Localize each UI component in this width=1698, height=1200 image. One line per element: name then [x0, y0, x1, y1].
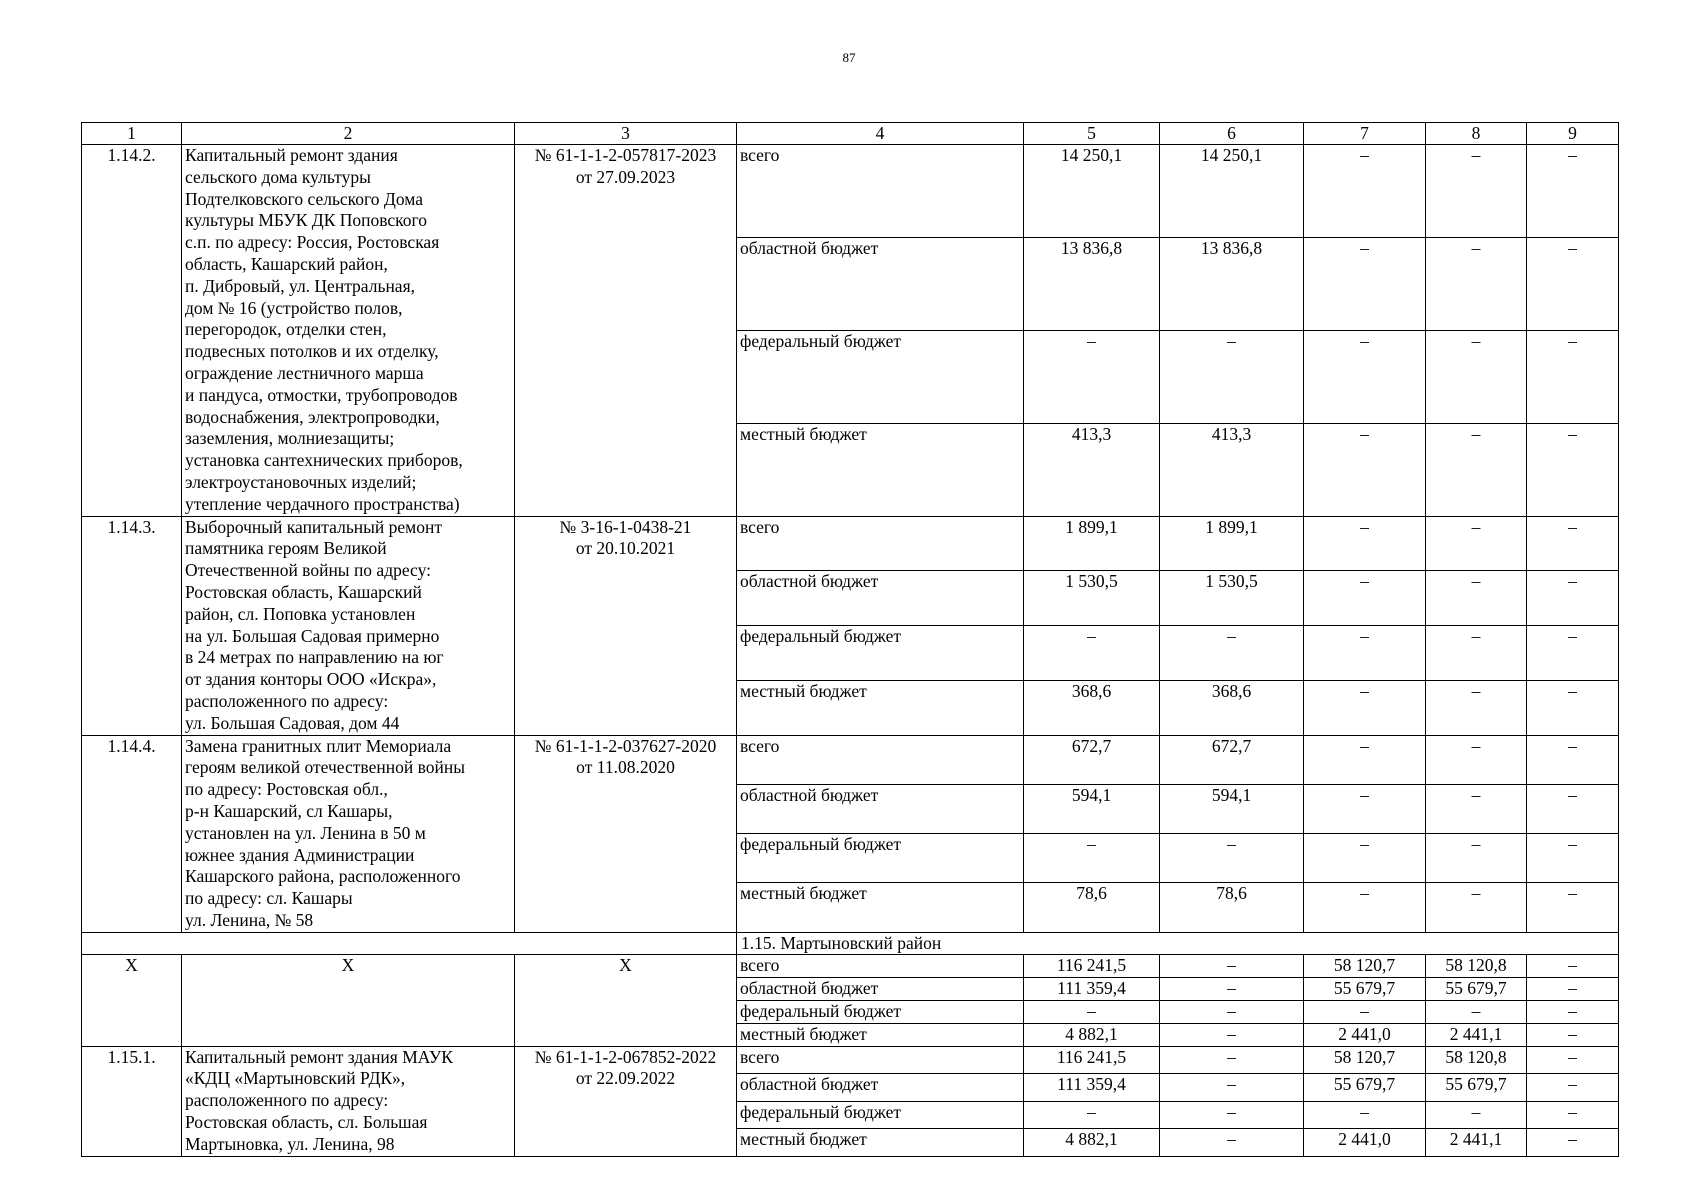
amount-cell: – — [1426, 1101, 1527, 1128]
object-name-line: сельского дома культуры — [185, 166, 371, 187]
amount-cell: 58 120,7 — [1304, 1046, 1426, 1073]
funding-source: областной бюджет — [737, 784, 1024, 833]
amount-cell: 2 441,1 — [1426, 1129, 1527, 1157]
section-row — [82, 932, 1619, 955]
object-name-line: Отечественной войны по адресу: — [185, 560, 431, 581]
amount-cell: – — [1024, 834, 1160, 883]
object-name-line: героям великой отечественной войны — [185, 757, 465, 778]
column-number-row — [82, 123, 1619, 145]
amount-cell: – — [1304, 735, 1426, 784]
object-name-line: расположенного по адресу: — [185, 690, 389, 711]
funding-source: всего — [737, 735, 1024, 784]
amount-cell: – — [1426, 516, 1527, 571]
object-name-line: перегородок, отделки стен, — [185, 319, 387, 340]
amount-cell: 4 882,1 — [1024, 1129, 1160, 1157]
document-ref-line: от 11.08.2020 — [576, 757, 675, 778]
amount-cell: – — [1304, 883, 1426, 932]
object-name — [182, 1046, 515, 1156]
document-ref-line: от 20.10.2021 — [575, 538, 676, 559]
object-name-line: в 24 метрах по направлению на юг — [185, 647, 444, 668]
column-number: 5 — [1024, 123, 1160, 145]
row-id: 1.14.2. — [82, 145, 182, 517]
amount-cell: – — [1527, 145, 1619, 238]
amount-cell: – — [1527, 571, 1619, 626]
amount-cell: 13 836,8 — [1160, 237, 1304, 330]
object-name: Х — [182, 955, 515, 1046]
amount-cell: – — [1304, 1101, 1426, 1128]
funding-source: областной бюджет — [737, 571, 1024, 626]
amount-cell: – — [1527, 626, 1619, 681]
amount-cell: – — [1160, 1101, 1304, 1128]
object-name-line: водоснабжения, электропроводки, — [185, 406, 440, 427]
amount-cell: 58 120,8 — [1426, 1046, 1527, 1073]
amount-cell: – — [1304, 784, 1426, 833]
amount-cell: 111 359,4 — [1024, 1074, 1160, 1101]
amount-cell: – — [1160, 1074, 1304, 1101]
funding-source: областной бюджет — [737, 237, 1024, 330]
row-id: 1.14.3. — [82, 516, 182, 735]
amount-cell: 413,3 — [1160, 423, 1304, 516]
object-name-line: памятника героям Великой — [185, 538, 387, 559]
amount-cell: – — [1426, 237, 1527, 330]
amount-cell: 78,6 — [1160, 883, 1304, 932]
amount-cell: 1 530,5 — [1024, 571, 1160, 626]
amount-cell: – — [1527, 883, 1619, 932]
funding-source: всего — [737, 1046, 1024, 1073]
amount-cell: – — [1426, 571, 1527, 626]
amount-cell: – — [1527, 516, 1619, 571]
column-number: 7 — [1304, 123, 1426, 145]
amount-cell: – — [1160, 330, 1304, 423]
amount-cell: 2 441,0 — [1304, 1129, 1426, 1157]
funding-source: местный бюджет — [737, 1129, 1024, 1157]
funding-source: федеральный бюджет — [737, 834, 1024, 883]
document-ref — [515, 516, 737, 735]
object-name-line: Замена гранитных плит Мемориала — [185, 735, 452, 756]
amount-cell: 594,1 — [1024, 784, 1160, 833]
amount-cell: – — [1527, 330, 1619, 423]
amount-cell: – — [1527, 1101, 1619, 1128]
amount-cell: – — [1426, 626, 1527, 681]
amount-cell: – — [1426, 423, 1527, 516]
amount-cell: 58 120,8 — [1426, 955, 1527, 978]
amount-cell: 413,3 — [1024, 423, 1160, 516]
amount-cell: – — [1024, 330, 1160, 423]
amount-cell: 78,6 — [1024, 883, 1160, 932]
funding-source: федеральный бюджет — [737, 626, 1024, 681]
amount-cell: – — [1304, 834, 1426, 883]
amount-cell: – — [1160, 1046, 1304, 1073]
object-name-line: установка сантехнических приборов, — [185, 450, 463, 471]
amount-cell: 55 679,7 — [1426, 978, 1527, 1001]
object-name-line: и пандуса, отмостки, трубопроводов — [185, 384, 458, 405]
object-name-line: электроустановочных изделий; — [185, 471, 417, 492]
amount-cell: – — [1426, 330, 1527, 423]
amount-cell: 594,1 — [1160, 784, 1304, 833]
amount-cell: 672,7 — [1024, 735, 1160, 784]
amount-cell: – — [1527, 735, 1619, 784]
table-row — [82, 516, 1619, 571]
column-number: 1 — [82, 123, 182, 145]
amount-cell: – — [1304, 1001, 1426, 1024]
column-number: 8 — [1426, 123, 1527, 145]
budget-table — [81, 122, 1619, 1157]
column-number: 2 — [182, 123, 515, 145]
table-row — [82, 735, 1619, 784]
amount-cell: – — [1024, 1001, 1160, 1024]
amount-cell: 672,7 — [1160, 735, 1304, 784]
amount-cell: – — [1426, 883, 1527, 932]
amount-cell: – — [1160, 1023, 1304, 1046]
funding-source: всего — [737, 955, 1024, 978]
amount-cell: – — [1527, 1001, 1619, 1024]
funding-source: федеральный бюджет — [737, 1001, 1024, 1024]
amount-cell: – — [1304, 571, 1426, 626]
table-row — [82, 955, 1619, 978]
amount-cell: – — [1160, 1129, 1304, 1157]
amount-cell: – — [1304, 237, 1426, 330]
funding-source: местный бюджет — [737, 423, 1024, 516]
object-name-line: Капитальный ремонт здания МАУК — [185, 1046, 453, 1067]
row-id: Х — [82, 955, 182, 1046]
object-name-line: по адресу: Ростовская обл., — [185, 779, 388, 800]
object-name-line: «КДЦ «Мартыновский РДК», — [185, 1068, 406, 1089]
funding-source: всего — [737, 145, 1024, 238]
object-name-line: утепление чердачного пространства) — [185, 493, 460, 514]
object-name-line: область, Кашарский район, — [185, 253, 388, 274]
document-ref-line: № 3-16-1-0438-21 — [559, 516, 692, 537]
funding-source: федеральный бюджет — [737, 330, 1024, 423]
document-ref-line: от 22.09.2022 — [575, 1068, 676, 1089]
document-ref-line: от 27.09.2023 — [575, 166, 676, 187]
amount-cell: 4 882,1 — [1024, 1023, 1160, 1046]
object-name-line: от здания конторы ООО «Искра», — [185, 669, 437, 690]
row-id: 1.15.1. — [82, 1046, 182, 1156]
object-name-line: подвесных потолков и их отделку, — [185, 341, 439, 362]
object-name — [182, 735, 515, 932]
funding-source: местный бюджет — [737, 680, 1024, 735]
table-row — [82, 145, 1619, 238]
document-ref-line: № 61-1-1-2-057817-2023 — [534, 145, 717, 165]
page-number: 87 — [842, 50, 856, 65]
amount-cell: 1 899,1 — [1024, 516, 1160, 571]
amount-cell: 368,6 — [1024, 680, 1160, 735]
amount-cell: 2 441,1 — [1426, 1023, 1527, 1046]
object-name-line: Подтелковского сельского Дома — [185, 188, 423, 209]
funding-source: федеральный бюджет — [737, 1101, 1024, 1128]
column-number: 4 — [737, 123, 1024, 145]
amount-cell: – — [1024, 626, 1160, 681]
amount-cell: – — [1527, 1074, 1619, 1101]
document-ref-line: № 61-1-1-2-067852-2022 — [534, 1046, 717, 1067]
amount-cell: – — [1304, 680, 1426, 735]
amount-cell: 58 120,7 — [1304, 955, 1426, 978]
object-name-line: р-н Кашарский, сл Кашары, — [185, 800, 393, 821]
amount-cell: – — [1527, 1023, 1619, 1046]
funding-source: местный бюджет — [737, 1023, 1024, 1046]
amount-cell: – — [1426, 145, 1527, 238]
object-name-line: заземления, молниезащиты; — [185, 428, 395, 449]
object-name-line: с.п. по адресу: Россия, Ростовская — [185, 232, 440, 253]
object-name-line: Ростовская область, сл. Большая — [185, 1112, 428, 1133]
amount-cell: – — [1160, 978, 1304, 1001]
amount-cell: – — [1527, 1129, 1619, 1157]
object-name-line: по адресу: сл. Кашары — [185, 888, 353, 909]
object-name-line: расположенного по адресу: — [185, 1090, 389, 1111]
object-name-line: установлен на ул. Ленина в 50 м — [185, 822, 426, 843]
document-ref — [515, 145, 737, 517]
object-name-line: культуры МБУК ДК Поповского — [185, 210, 428, 231]
amount-cell: – — [1304, 330, 1426, 423]
amount-cell: – — [1160, 955, 1304, 978]
amount-cell: – — [1426, 784, 1527, 833]
amount-cell: – — [1527, 680, 1619, 735]
funding-source: местный бюджет — [737, 883, 1024, 932]
object-name-line: дом № 16 (устройство полов, — [185, 297, 403, 318]
object-name-line: Капитальный ремонт здания — [185, 145, 398, 165]
amount-cell: – — [1527, 784, 1619, 833]
amount-cell: – — [1304, 423, 1426, 516]
object-name-line: Ростовская область, Кашарский — [185, 581, 422, 602]
amount-cell: 13 836,8 — [1024, 237, 1160, 330]
amount-cell: – — [1426, 735, 1527, 784]
amount-cell: 116 241,5 — [1024, 955, 1160, 978]
amount-cell: 116 241,5 — [1024, 1046, 1160, 1073]
object-name-line: на ул. Большая Садовая примерно — [185, 625, 440, 646]
amount-cell: – — [1426, 834, 1527, 883]
object-name-line: Выборочный капитальный ремонт — [185, 516, 443, 537]
amount-cell: – — [1304, 145, 1426, 238]
column-number: 6 — [1160, 123, 1304, 145]
amount-cell: 55 679,7 — [1304, 1074, 1426, 1101]
document-ref — [515, 735, 737, 932]
amount-cell: 368,6 — [1160, 680, 1304, 735]
amount-cell: – — [1426, 1001, 1527, 1024]
object-name-line: п. Дибровый, ул. Центральная, — [185, 275, 415, 296]
object-name — [182, 145, 515, 517]
column-number: 3 — [515, 123, 737, 145]
table-row — [82, 1046, 1619, 1073]
document-ref-line: № 61-1-1-2-037627-2020 — [534, 735, 717, 756]
object-name-line: ул. Большая Садовая, дом 44 — [185, 712, 400, 733]
funding-source: всего — [737, 516, 1024, 571]
amount-cell: 14 250,1 — [1024, 145, 1160, 238]
amount-cell: – — [1304, 626, 1426, 681]
amount-cell: – — [1527, 1046, 1619, 1073]
amount-cell: – — [1024, 1101, 1160, 1128]
section-spacer — [82, 932, 737, 955]
document-ref: Х — [515, 955, 737, 1046]
amount-cell: – — [1527, 834, 1619, 883]
object-name-line: район, сл. Поповка установлен — [185, 603, 416, 624]
object-name-line: ограждение лестничного марша — [185, 362, 424, 383]
document-ref — [515, 1046, 737, 1156]
row-id: 1.14.4. — [82, 735, 182, 932]
amount-cell: 55 679,7 — [1304, 978, 1426, 1001]
amount-cell: 1 899,1 — [1160, 516, 1304, 571]
funding-source: областной бюджет — [737, 978, 1024, 1001]
amount-cell: 1 530,5 — [1160, 571, 1304, 626]
funding-source: областной бюджет — [737, 1074, 1024, 1101]
object-name-line: южнее здания Администрации — [185, 844, 415, 865]
amount-cell: 111 359,4 — [1024, 978, 1160, 1001]
amount-cell: – — [1527, 423, 1619, 516]
amount-cell: – — [1160, 834, 1304, 883]
amount-cell: 14 250,1 — [1160, 145, 1304, 238]
object-name — [182, 516, 515, 735]
amount-cell: – — [1160, 1001, 1304, 1024]
amount-cell: – — [1527, 955, 1619, 978]
object-name-line: Мартыновка, ул. Ленина, 98 — [185, 1133, 395, 1154]
section-title: 1.15. Мартыновский район — [737, 932, 1619, 955]
amount-cell: – — [1527, 237, 1619, 330]
amount-cell: 55 679,7 — [1426, 1074, 1527, 1101]
column-number: 9 — [1527, 123, 1619, 145]
amount-cell: 2 441,0 — [1304, 1023, 1426, 1046]
amount-cell: – — [1527, 978, 1619, 1001]
amount-cell: – — [1304, 516, 1426, 571]
amount-cell: – — [1426, 680, 1527, 735]
object-name-line: Кашарского района, расположенного — [185, 866, 461, 887]
amount-cell: – — [1160, 626, 1304, 681]
object-name-line: ул. Ленина, № 58 — [185, 909, 314, 930]
